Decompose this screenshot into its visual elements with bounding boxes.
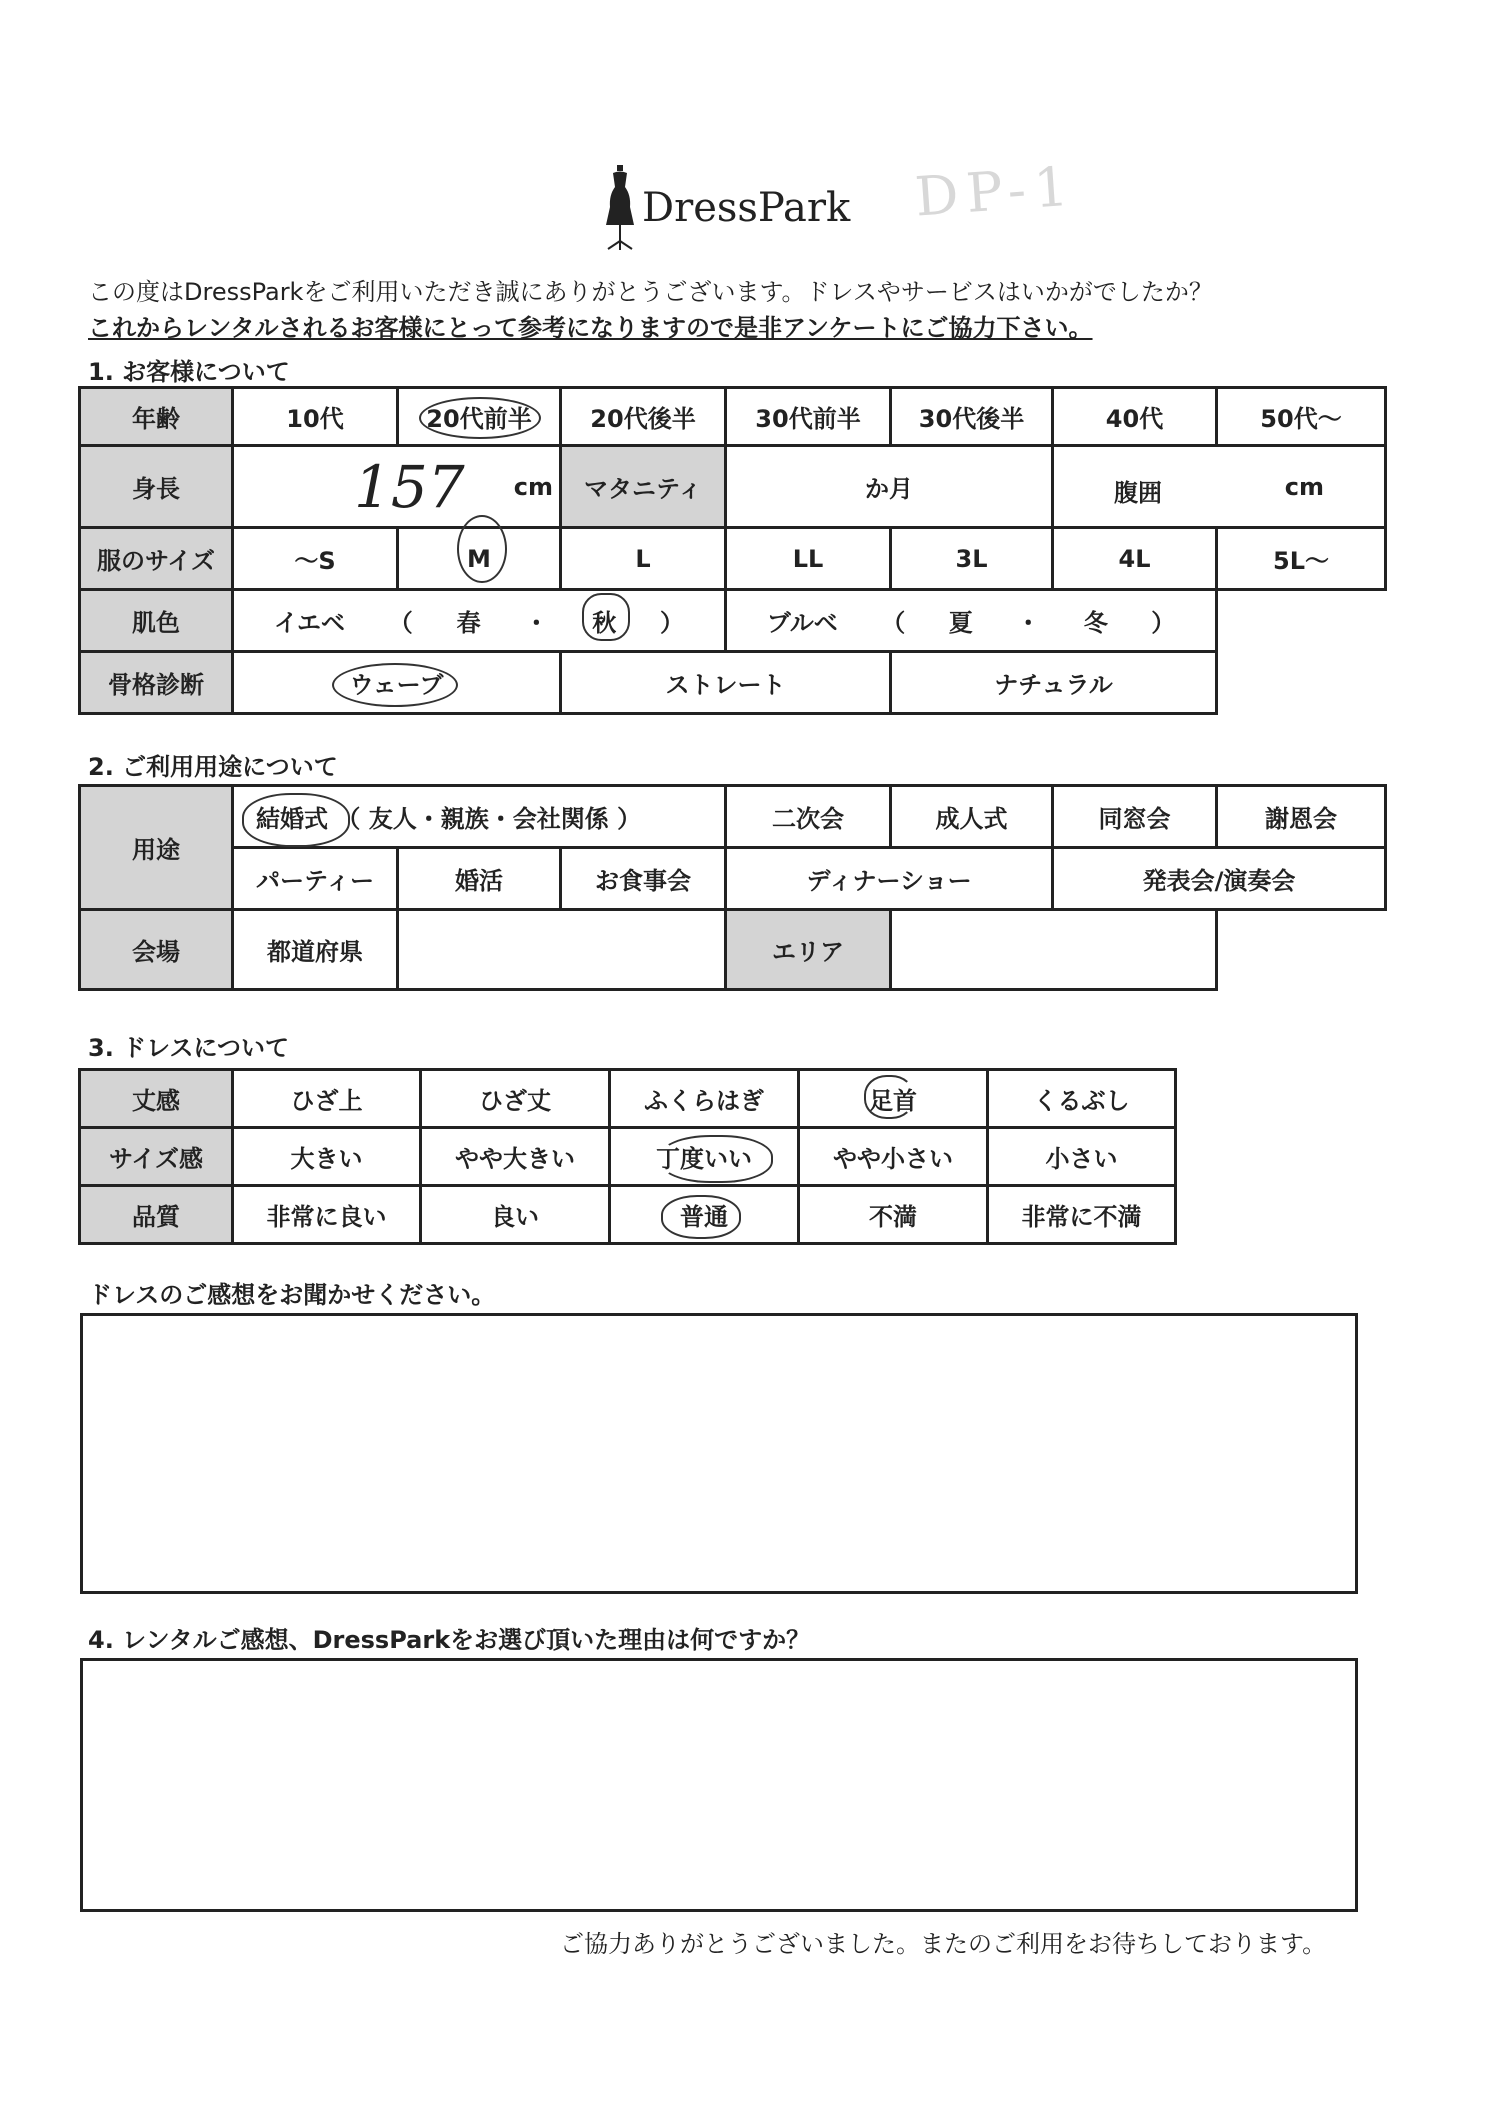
size-option-selected[interactable]: M <box>398 528 561 590</box>
maternity-label: マタニティ <box>561 446 726 528</box>
section4-title: 4. レンタルご感想、DressParkをお選び頂いた理由は何ですか？ <box>88 1626 811 1654</box>
quality-label: 品質 <box>80 1186 233 1244</box>
purpose-option[interactable]: 謝恩会 <box>1217 786 1386 848</box>
purpose-option[interactable]: お食事会 <box>561 848 726 910</box>
section3-title: 3. ドレスについて <box>88 1034 289 1062</box>
yellow-base-option[interactable]: イエベ （ 春 ・ 秋 ） <box>233 590 726 652</box>
quality-option[interactable]: 良い <box>421 1186 610 1244</box>
handwritten-code: DP-1 <box>912 154 1079 229</box>
dress-comment-prompt: ドレスのご感想をお聞かせください。 <box>88 1281 496 1309</box>
section2-title: 2. ご利用用途について <box>88 753 338 781</box>
age-option[interactable]: 10代 <box>233 388 398 446</box>
purpose-option[interactable]: パーティー <box>233 848 398 910</box>
age-option[interactable]: 30代後半 <box>891 388 1053 446</box>
purpose-option[interactable]: 成人式 <box>891 786 1053 848</box>
fit-option[interactable]: 小さい <box>988 1128 1176 1186</box>
brand-name: DressPark <box>642 185 851 231</box>
prefecture-field[interactable] <box>398 910 726 990</box>
months-unit: か月 <box>865 475 913 503</box>
length-option[interactable]: ひざ丈 <box>421 1070 610 1128</box>
fit-option[interactable]: やや大きい <box>421 1128 610 1186</box>
brand-logo <box>600 165 860 250</box>
purpose-option[interactable]: 二次会 <box>726 786 891 848</box>
blue-base-option[interactable]: ブルベ （ 夏 ・ 冬 ） <box>726 590 1217 652</box>
height-value: 157 <box>354 453 465 521</box>
dress-table <box>78 1068 1177 1245</box>
waist-unit: cm <box>1284 473 1324 501</box>
dress-comment-box[interactable] <box>80 1313 1358 1594</box>
length-option-selected[interactable]: 足首 <box>799 1070 988 1128</box>
fit-label: サイズ感 <box>80 1128 233 1186</box>
length-option[interactable]: ひざ上 <box>233 1070 421 1128</box>
age-option[interactable]: 20代後半 <box>561 388 726 446</box>
dress-form-icon <box>600 165 640 250</box>
frame-option[interactable]: ナチュラル <box>891 652 1217 714</box>
height-unit: cm <box>513 473 553 501</box>
length-label: 丈感 <box>80 1070 233 1128</box>
age-option[interactable]: 50代〜 <box>1217 388 1386 446</box>
purpose-option[interactable]: 婚活 <box>398 848 561 910</box>
height-field[interactable] <box>233 446 561 528</box>
purpose-label: 用途 <box>80 786 233 910</box>
age-option[interactable]: 40代 <box>1053 388 1217 446</box>
intro-line-2: これからレンタルされるお客様にとって参考になりますので是非アンケートにご協力下さい。 <box>88 314 1093 342</box>
size-option[interactable]: 4L <box>1053 528 1217 590</box>
quality-option[interactable]: 不満 <box>799 1186 988 1244</box>
size-label: 服のサイズ <box>80 528 233 590</box>
size-option[interactable]: 3L <box>891 528 1053 590</box>
waist-field[interactable] <box>1053 446 1386 528</box>
quality-option-selected[interactable]: 普通 <box>610 1186 799 1244</box>
quality-option[interactable]: 非常に不満 <box>988 1186 1176 1244</box>
purpose-option[interactable]: 同窓会 <box>1053 786 1217 848</box>
fit-option[interactable]: やや小さい <box>799 1128 988 1186</box>
purpose-option[interactable]: ディナーショー <box>726 848 1053 910</box>
waist-label: 腹囲 <box>1114 479 1162 507</box>
size-option[interactable]: 5L〜 <box>1217 528 1386 590</box>
closing-thanks: ご協力ありがとうございました。またのご利用をお待ちしております。 <box>560 1930 1327 1958</box>
wedding-detail: （ 友人・親族・会社関係 ） <box>336 805 642 833</box>
frame-label: 骨格診断 <box>80 652 233 714</box>
reason-comment-box[interactable] <box>80 1658 1358 1912</box>
usage-table <box>78 784 1387 991</box>
quality-option[interactable]: 非常に良い <box>233 1186 421 1244</box>
autumn-selected: 秋 <box>592 603 616 638</box>
age-option-selected[interactable]: 20代前半 <box>398 388 561 446</box>
age-option[interactable]: 30代前半 <box>726 388 891 446</box>
skin-label: 肌色 <box>80 590 233 652</box>
length-option[interactable]: ふくらはぎ <box>610 1070 799 1128</box>
area-field[interactable] <box>891 910 1217 990</box>
age-label: 年齢 <box>80 388 233 446</box>
height-label: 身長 <box>80 446 233 528</box>
venue-label: 会場 <box>80 910 233 990</box>
fit-option-selected[interactable]: 丁度いい <box>610 1128 799 1186</box>
wedding-option-selected[interactable] <box>233 786 726 848</box>
fit-option[interactable]: 大きい <box>233 1128 421 1186</box>
size-option[interactable]: LL <box>726 528 891 590</box>
intro-line-1: この度はDressParkをご利用いただき誠にありがとうございます。ドレスやサービスはいかがでしたか？ <box>88 278 1213 306</box>
prefecture-label: 都道府県 <box>233 910 398 990</box>
customer-table <box>78 386 1387 715</box>
area-label: エリア <box>726 910 891 990</box>
size-option[interactable]: 〜S <box>233 528 398 590</box>
section1-title: 1. お客様について <box>88 358 290 386</box>
maternity-months-field[interactable] <box>726 446 1053 528</box>
frame-option-selected[interactable]: ウェーブ <box>233 652 561 714</box>
size-option[interactable]: L <box>561 528 726 590</box>
wedding-label: 結婚式 <box>256 805 328 833</box>
length-option[interactable]: くるぶし <box>988 1070 1176 1128</box>
frame-option[interactable]: ストレート <box>561 652 891 714</box>
purpose-option[interactable]: 発表会/演奏会 <box>1053 848 1386 910</box>
